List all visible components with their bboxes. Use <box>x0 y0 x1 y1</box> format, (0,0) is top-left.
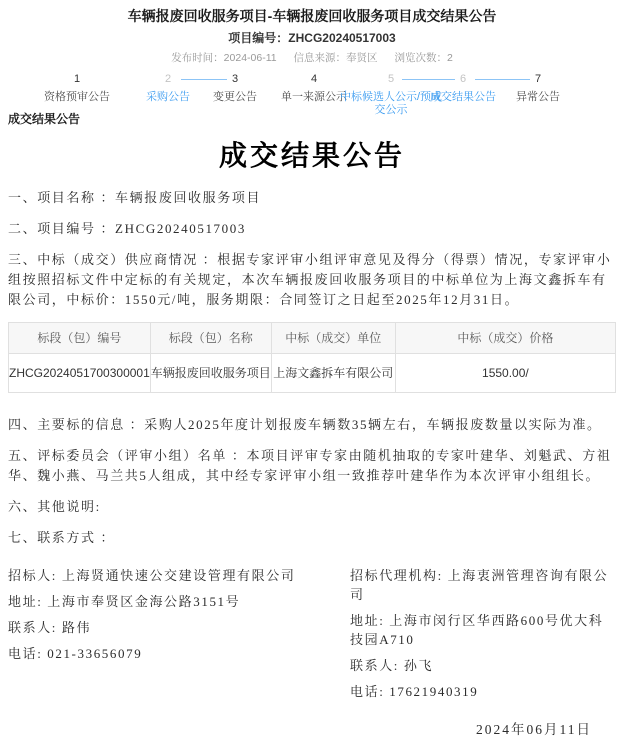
paragraph-contact-heading: 七、联系方式 ： <box>8 530 116 545</box>
announcement-stepper <box>0 72 624 116</box>
tenderer-address: 地址: 上海市奉贤区金海公路3151号 <box>8 594 241 609</box>
paragraph-main-subject: 四、主要标的信息 ：采购人2025年度计划报废车辆数35辆左右，车辆报废数量以实际为准。 <box>8 417 602 432</box>
paragraph-evaluation-committee: 五、评标委员会（评审小组）名单 ：本项目评审专家由随机抽取的专家叶建华、刘魁武、方祖华、魏小燕、马兰共5人组成，其中经专家评审小组一致推荐叶建华作为本次评审小组组长。 <box>8 448 612 483</box>
paragraph-other-notes: 六、其他说明: <box>8 499 101 514</box>
tenderer-phone: 电话: 021-33656079 <box>8 646 143 661</box>
announcement-body <box>0 188 624 740</box>
paragraph-project-number: 二、项目编号 ：ZHCG20240517003 <box>8 221 246 236</box>
step-result-announcement[interactable] <box>430 72 496 104</box>
step-number: 3 <box>231 73 239 85</box>
agency-contact <box>326 559 616 708</box>
agency-contact-person: 联系人: 孙飞 <box>350 658 434 673</box>
col-header-package-number: 标段（包）编号 <box>9 323 151 354</box>
step-number: 1 <box>73 73 81 85</box>
cell-winning-unit: 上海文鑫拆车有限公司 <box>271 354 395 393</box>
tenderer-name: 招标人: 上海贤通快速公交建设管理有限公司 <box>8 568 296 583</box>
announcement-date: 2024年06月11日 <box>476 722 592 737</box>
step-qualification-notice <box>44 72 110 104</box>
col-header-winning-price: 中标（成交）价格 <box>395 323 615 354</box>
contact-block <box>8 559 616 708</box>
section-heading: 成交结果公告 <box>8 112 81 126</box>
cell-package-name: 车辆报废回收服务项目 <box>150 354 271 393</box>
project-number-line <box>0 31 624 45</box>
agency-name: 招标代理机构: 上海衷洲管理咨询有限公司 <box>350 568 609 602</box>
meta-line <box>0 52 624 64</box>
info-source: 信息来源：奉贤区 <box>293 52 378 64</box>
publish-time: 发布时间：2024-06-11 <box>171 52 277 64</box>
step-number: 4 <box>310 73 318 85</box>
tenderer-contact-person: 联系人: 路伟 <box>8 620 92 635</box>
step-number: 5 <box>387 73 395 85</box>
step-procurement-notice[interactable] <box>146 72 190 104</box>
cell-winning-price: 1550.00/ <box>395 354 615 393</box>
paragraph-winning-supplier: 三、中标（成交）供应商情况 ：根据专家评审小组评审意见及得分（得票）情况，专家评审小组按照招标文件中定标的有关规定，本次车辆报废回收服务项目的中标单位为上海文鑫拆车有限公司，中标价：1550元/吨，服务期限：合同签订之日起至2025年12月31日。 <box>8 252 612 307</box>
table-header-row <box>9 323 616 354</box>
project-number-value: ZHCG20240517003 <box>288 31 396 45</box>
paragraph-project-name: 一、项目名称 ：车辆报废回收服务项目 <box>8 190 262 205</box>
result-table <box>8 322 616 393</box>
announcement-title: 成交结果公告 <box>218 140 405 171</box>
step-number: 6 <box>459 73 467 85</box>
step-abnormal-notice <box>516 72 560 104</box>
step-number: 2 <box>164 73 172 85</box>
project-number-label: 项目编号： <box>228 31 289 45</box>
step-label: 变更公告 <box>213 91 257 103</box>
col-header-winning-unit: 中标（成交）单位 <box>271 323 395 354</box>
table-row <box>9 354 616 393</box>
page-title: 车辆报废回收服务项目-车辆报废回收服务项目成交结果公告 <box>127 8 497 24</box>
step-label[interactable]: 中标候选人公示/预成交公示 <box>339 91 443 116</box>
tenderer-contact <box>8 559 326 708</box>
agency-address: 地址: 上海市闵行区华西路600号优大科技园A710 <box>350 613 604 647</box>
step-label: 异常公告 <box>516 91 560 103</box>
step-label: 资格预审公告 <box>44 91 110 103</box>
agency-phone: 电话: 17621940319 <box>350 684 479 699</box>
col-header-package-name: 标段（包）名称 <box>150 323 271 354</box>
step-label[interactable]: 成交结果公告 <box>430 91 496 103</box>
step-label: 单一来源公示 <box>281 91 347 103</box>
step-change-notice <box>213 72 257 104</box>
page-header <box>0 0 624 64</box>
cell-package-number: ZHCG2024051700300001 <box>9 354 151 393</box>
view-count: 浏览次数：2 <box>394 52 453 64</box>
step-label[interactable]: 采购公告 <box>146 91 190 103</box>
step-number: 7 <box>534 73 542 85</box>
